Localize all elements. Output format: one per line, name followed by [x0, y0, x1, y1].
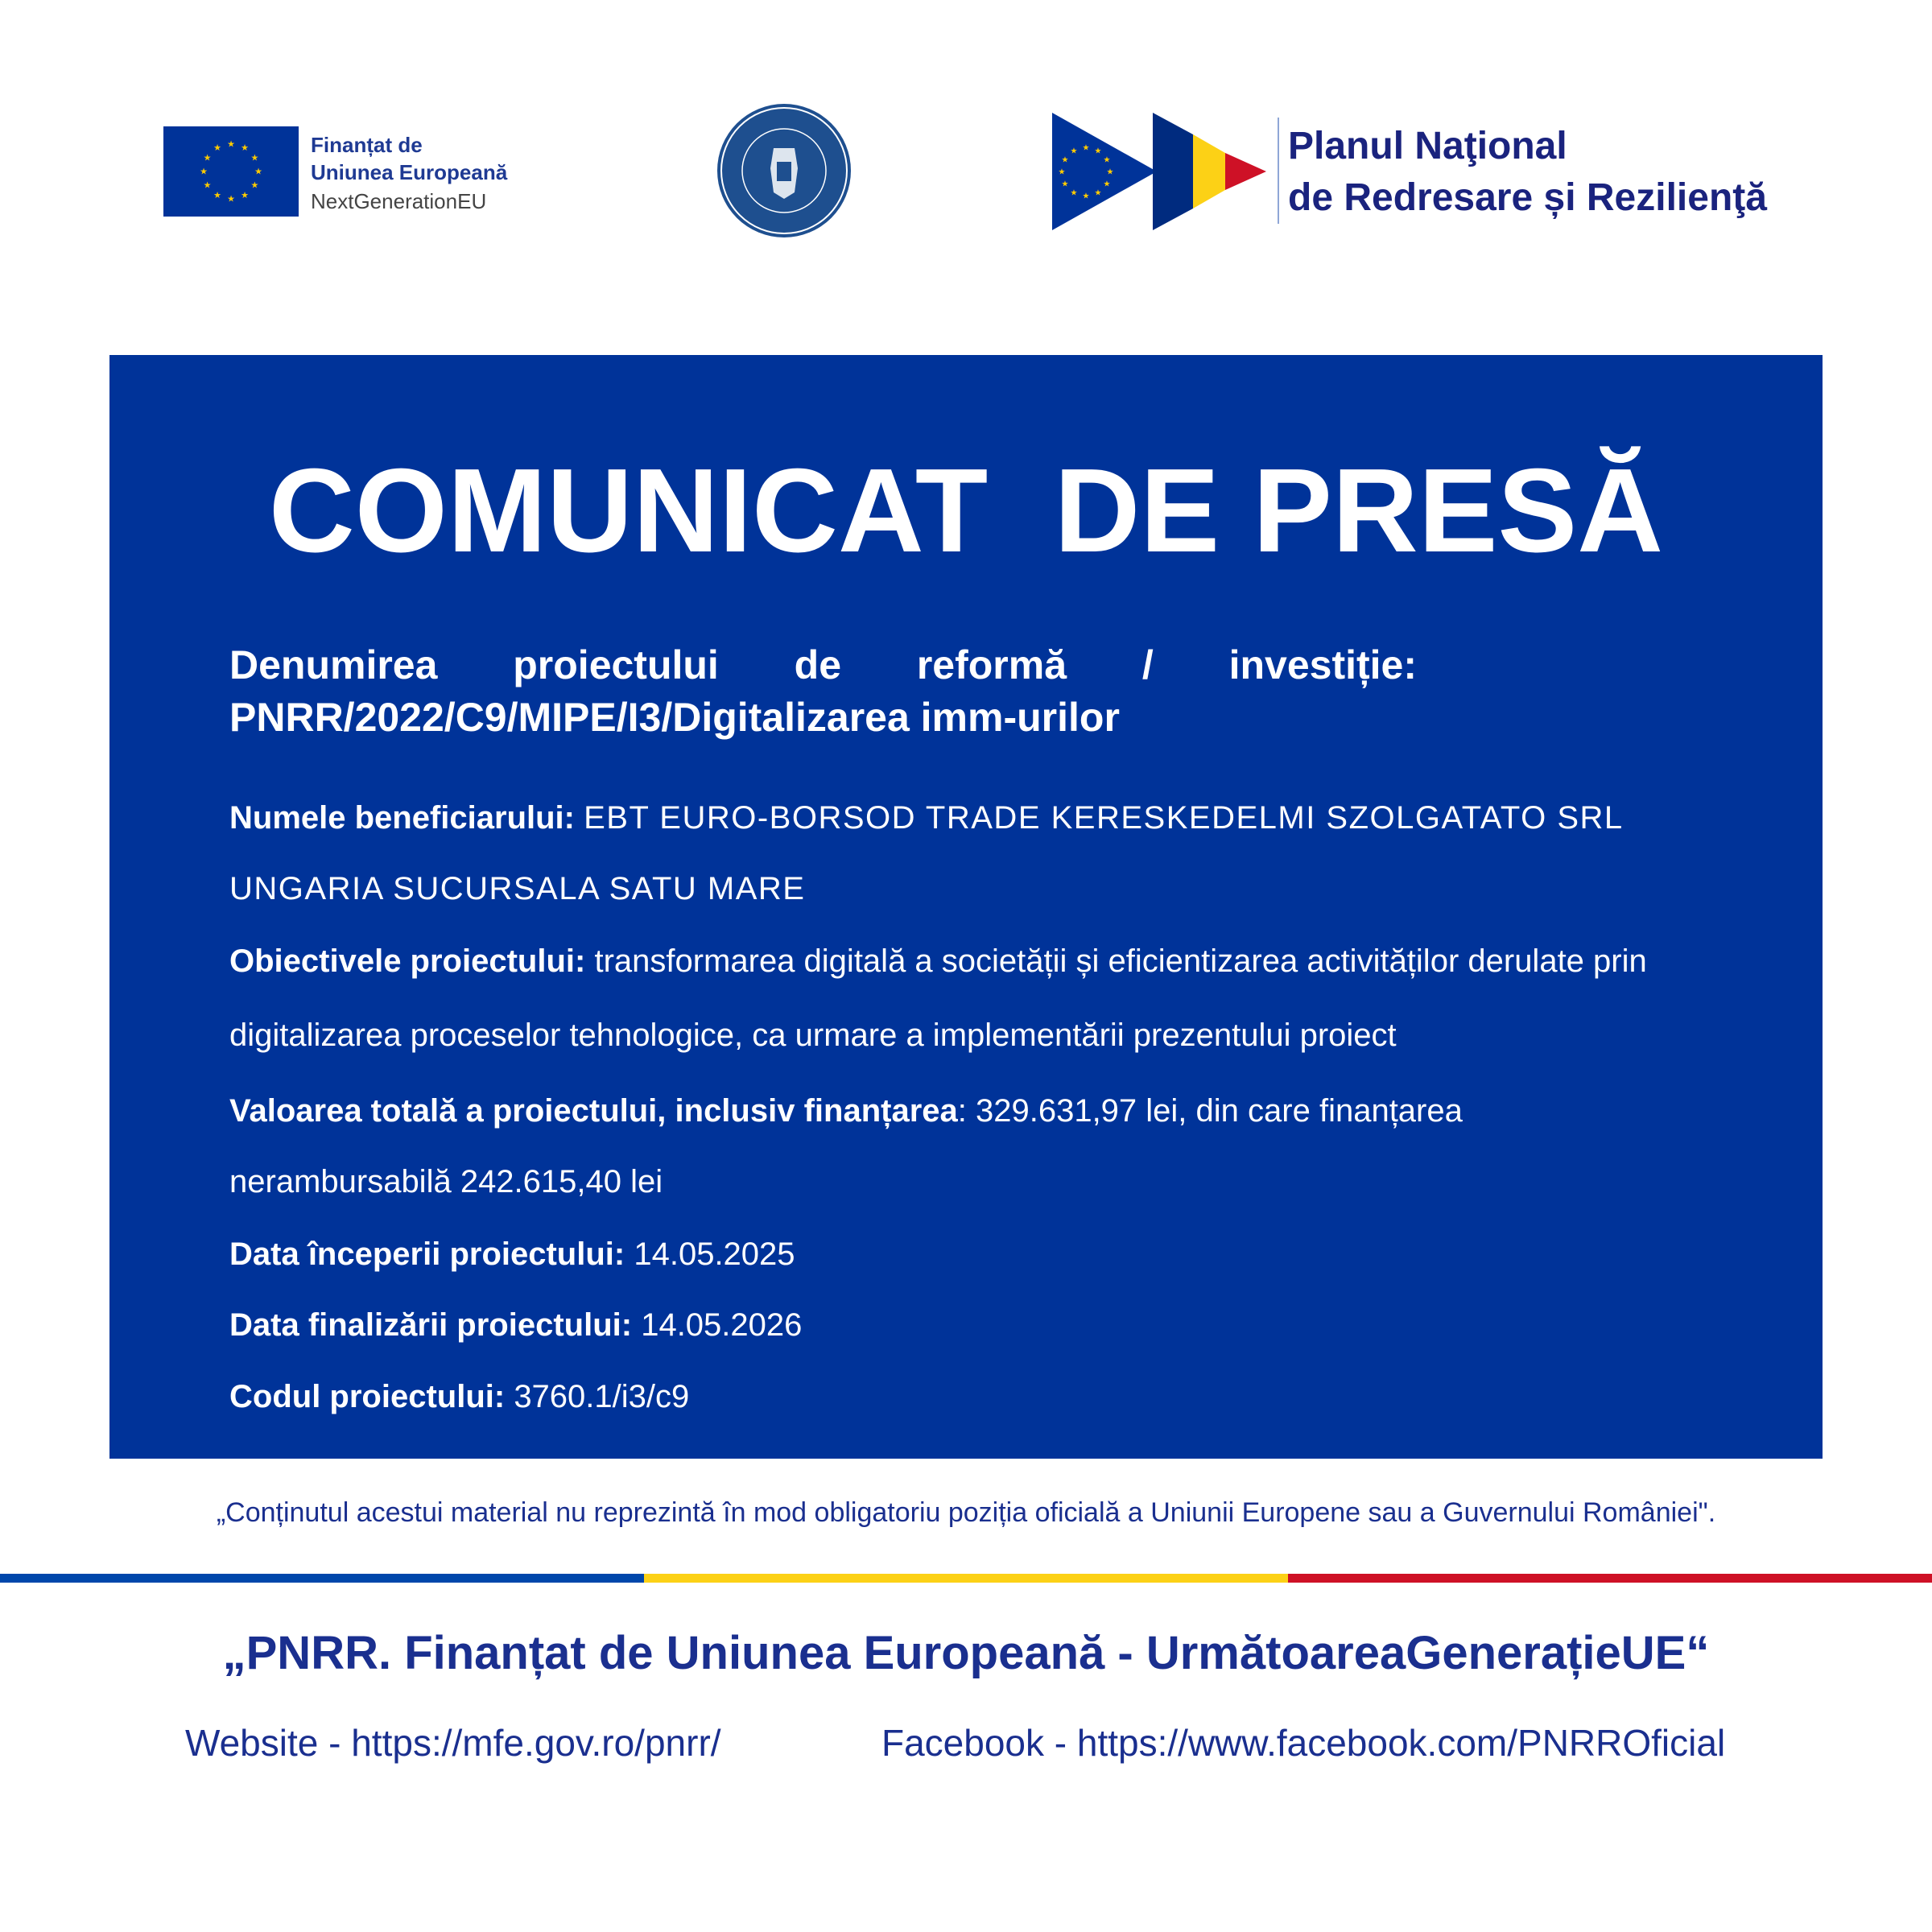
value-value: : 329.631,97 lei, din care finanțarea	[957, 1093, 1463, 1129]
objectives-value-cont: digitalizarea proceselor tehnologice, ca urmare a implementării prezentului proiect	[229, 1018, 1397, 1053]
end-date-row	[229, 1307, 802, 1344]
logo-divider	[1278, 118, 1279, 224]
svg-text:★: ★	[241, 191, 249, 201]
svg-text:★: ★	[1070, 147, 1078, 156]
project-code-row	[229, 1379, 689, 1415]
project-heading-line1: Denumirea proiectului de reformă / investiție:	[229, 642, 1417, 687]
value-value-cont: nerambursabilă 242.615,40 lei	[229, 1164, 663, 1199]
stripe-blue	[0, 1574, 644, 1583]
beneficiary-row	[229, 800, 1624, 836]
project-code-label: Codul proiectului:	[229, 1379, 506, 1414]
svg-text:★: ★	[1061, 180, 1069, 189]
svg-text:★: ★	[213, 191, 221, 201]
objectives-value: transformarea digitală a societății și eficientizarea activităților derulate prin	[594, 943, 1647, 979]
start-date-label: Data începerii proiectului:	[229, 1236, 625, 1272]
eu-logo-line3: NextGenerationEU	[311, 189, 487, 213]
svg-text:★: ★	[227, 194, 235, 204]
value-label: Valoarea totală a proiectului, inclusiv finanțarea	[229, 1093, 958, 1129]
government-seal-icon	[717, 104, 851, 237]
value-row	[229, 1093, 1463, 1129]
beneficiary-value: EBT EURO-BORSOD TRADE KERESKEDELMI SZOLGATATO SRL	[584, 800, 1624, 836]
eu-logo-line2: Uniunea Europeană	[311, 160, 508, 184]
svg-text:★: ★	[200, 167, 208, 177]
beneficiary-value-cont: UNGARIA SUCURSALA SATU MARE	[229, 871, 806, 906]
svg-text:★: ★	[250, 180, 259, 191]
svg-text:★: ★	[213, 143, 221, 154]
stripe-yellow	[644, 1574, 1288, 1583]
facebook-link[interactable]: Facebook - https://www.facebook.com/PNRROficial	[881, 1722, 1726, 1764]
page-title: COMUNICAT DE PRESĂ	[268, 444, 1664, 577]
svg-text:★: ★	[250, 153, 259, 163]
eu-flag-icon	[163, 126, 299, 217]
objectives-label: Obiectivele proiectului:	[229, 943, 586, 979]
svg-text:★: ★	[1106, 167, 1114, 177]
stripe-red	[1288, 1574, 1932, 1583]
svg-text:★: ★	[1058, 167, 1066, 177]
pnrr-logo-line2: de Redresare și Rezilienţă	[1288, 176, 1767, 219]
svg-text:★: ★	[1070, 188, 1078, 198]
svg-text:★: ★	[1103, 180, 1111, 189]
start-date-row	[229, 1236, 795, 1273]
objectives-row	[229, 943, 1647, 980]
svg-text:★: ★	[1094, 147, 1102, 156]
svg-text:★: ★	[1061, 155, 1069, 165]
svg-text:★: ★	[1094, 188, 1102, 198]
disclaimer: „Conținutul acestui material nu reprezintă în mod obligatoriu poziția oficială a Uniunii Europene sau a Guvernului României".	[216, 1497, 1716, 1528]
end-date-value: 14.05.2026	[641, 1307, 803, 1343]
end-date-label: Data finalizării proiectului:	[229, 1307, 633, 1343]
svg-text:★: ★	[227, 139, 235, 150]
svg-text:★: ★	[1103, 155, 1111, 165]
website-link[interactable]: Website - https://mfe.gov.ro/pnrr/	[185, 1722, 721, 1764]
pnrr-logo-line1: Planul Naţional	[1288, 125, 1567, 167]
svg-text:★: ★	[203, 153, 212, 163]
beneficiary-label: Numele beneficiarului:	[229, 800, 575, 836]
project-code-value: 3760.1/i3/c9	[514, 1379, 690, 1414]
pnrr-flags-icon	[1052, 113, 1266, 234]
project-heading-line2: PNRR/2022/C9/MIPE/I3/Digitalizarea imm-urilor	[229, 695, 1120, 740]
svg-text:★: ★	[1082, 192, 1090, 201]
eu-logo-line1: Finanțat de	[311, 133, 423, 157]
svg-text:★: ★	[241, 143, 249, 154]
svg-text:★: ★	[1082, 143, 1090, 153]
svg-text:★: ★	[203, 180, 212, 191]
start-date-value: 14.05.2025	[634, 1236, 795, 1272]
slogan: „PNRR. Finanțat de Uniunea Europeană - UrmătoareaGenerațieUE“	[222, 1627, 1710, 1679]
svg-text:★: ★	[254, 167, 262, 177]
